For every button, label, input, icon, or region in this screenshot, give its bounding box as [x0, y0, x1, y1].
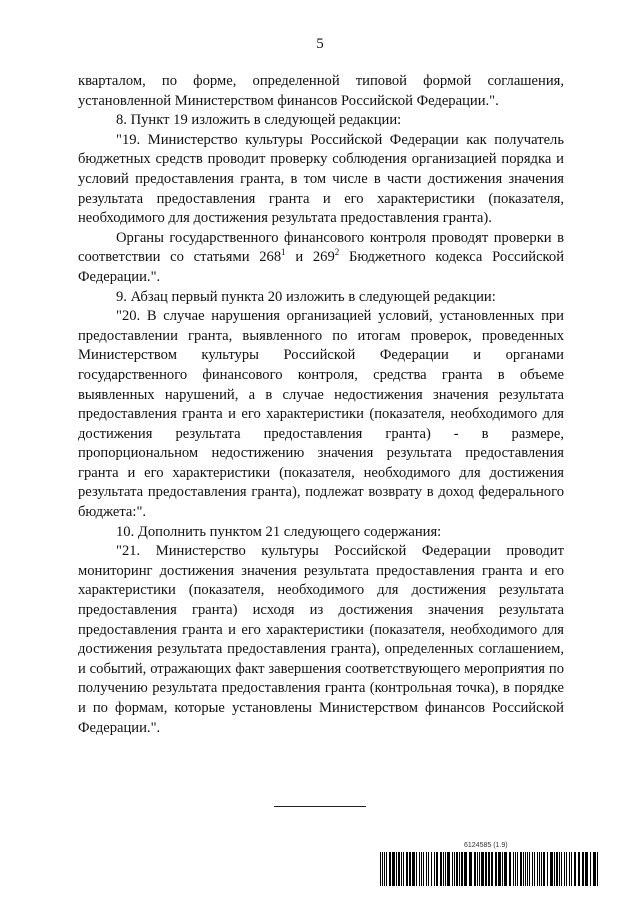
- superscript: 1: [281, 247, 286, 258]
- paragraph-item-9: 9. Абзац первый пункта 20 изложить в следующей редакции:: [116, 288, 496, 305]
- paragraph-item-10: 10. Дополнить пунктом 21 следующего содержания:: [116, 523, 442, 540]
- paragraph-quarter-form: кварталом, по форме, определенной типовой формой соглашения, установленной Министерством финансов Российской Федерации.".: [78, 73, 564, 109]
- paragraph-clause-21: "21. Министерство культуры Российской Федерации проводит мониторинг достижения значения результата предоставления гранта и его характеристики (показателя, необходимого для достижения результата предоставления гранта) исходя из достижения значения результата предоставления гранта и его характеристики (показателя, необходимого для достижения результата предоставления гранта), определенных соглашением, и событий, отражающих факт завершения соответствующего мероприятия по получению результата предоставления гранта (контрольная точка), в порядке и по формам, которые установлены Министерством финансов Российской Федерации.".: [78, 543, 564, 736]
- text-segment: Органы государственного финансового контроля проводят проверки в соответствии со статьями 268: [78, 229, 564, 266]
- barcode-label: 6124585 (1.9): [464, 842, 508, 849]
- page-number: 5: [316, 36, 324, 52]
- barcode-block: [380, 842, 602, 888]
- barcode-icon: [380, 852, 602, 886]
- text-segment: и 269: [285, 249, 335, 266]
- superscript: 2: [334, 247, 340, 258]
- paragraph-item-8: 8. Пункт 19 изложить в следующей редакции:: [116, 112, 402, 129]
- paragraph-financial-control: [78, 229, 564, 288]
- document-body: [78, 72, 564, 738]
- paragraph-clause-19: "19. Министерство культуры Российской Федерации как получатель бюджетных средств проводит проверку соблюдения организацией порядка и условий предоставления гранта, в том числе в части достижения значения результата предоставления гранта и его характеристики (показателя, необходимого для достижения результата предоставления гранта).: [78, 131, 564, 227]
- paragraph-clause-20: "20. В случае нарушения организацией условий, установленных при предоставлении гранта, выявленного по итогам проверок, проведенных Министерством культуры Российской Федерации и органами государственного финансового контроля, средства гранта в объеме выявленных нарушений, а в случае недостижения значения результата предоставления гранта и его характеристики (показателя, необходимого для достижения результата предоставления гранта) - в размере, пропорциональном недостижению значения результата предоставления гранта и его характеристики (показателя, необходимого для достижения результата предоставления гранта), подлежат возврату в доход федерального бюджета:".: [78, 308, 564, 521]
- footer-divider: [274, 806, 366, 807]
- text-segment: Бюджетного кодекса Российской Федерации.".: [78, 249, 565, 285]
